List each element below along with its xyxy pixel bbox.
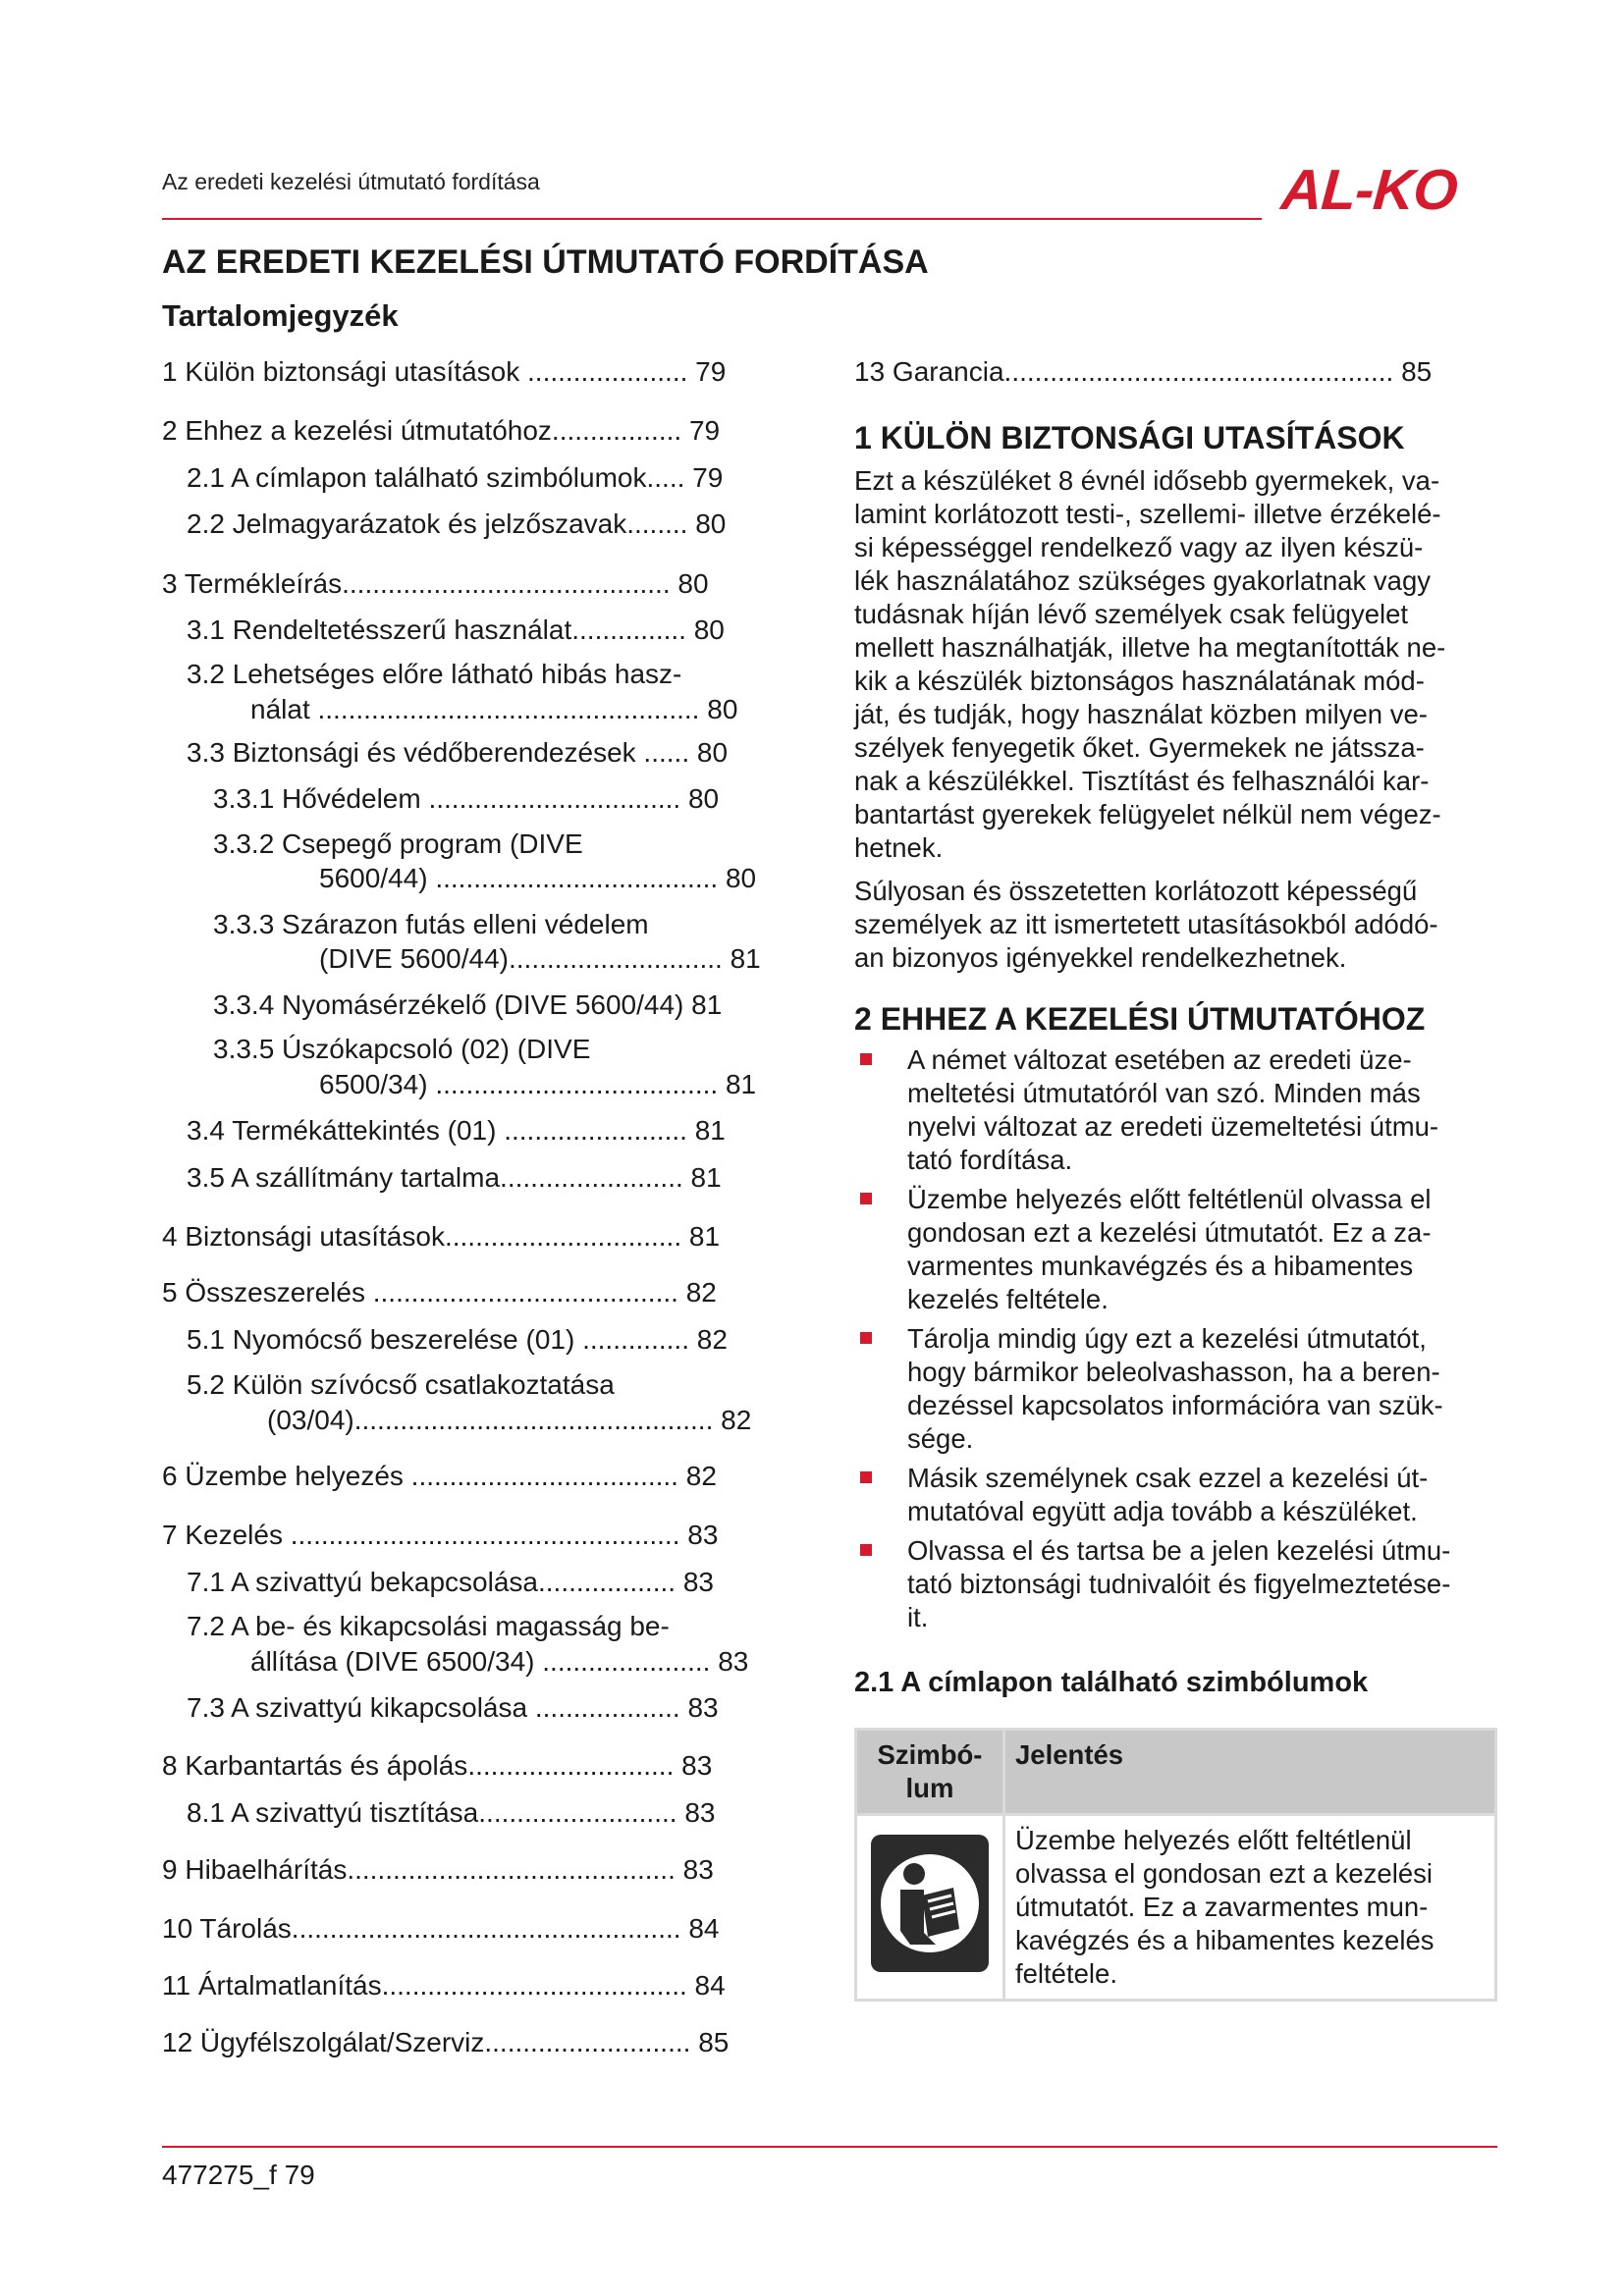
alko-logo: AL-KO [1278,158,1459,222]
toc-entry[interactable]: 4 Biztonsági utasítások............................... 81 [162,1221,721,1252]
text-line: lamint korlátozott testi-, szellemi- illetve érzékelé- [854,499,1441,529]
toc-entry[interactable]: 3.3.5 Úszókapcsoló (02) (DIVE [213,1034,591,1064]
toc-entry[interactable]: 5 Összeszerelés ........................................ 82 [162,1277,717,1308]
toc-heading: Tartalomjegyzék [162,298,399,333]
toc-entry[interactable]: 3.3.1 Hővédelem ................................. 80 [213,783,720,814]
text-line: személyek az itt ismertetett utasításokból adódó- [854,909,1438,939]
list-item: A német változat esetében az eredeti üze- meltetési útmutatóról van szó. Minden más nyelvi változat az eredeti üzemeltetési útmu- tató fordítása. [854,1043,1490,1177]
toc-entry[interactable]: 3.3.3 Szárazon futás elleni védelem [213,909,649,939]
read-manual-icon [871,1835,989,1972]
list-item: Olvassa el és tartsa be a jelen kezelési útmu- tató biztonsági tudnivalóit és figyelmeztetése- it. [854,1534,1490,1634]
toc-entry[interactable]: 3.3 Biztonsági és védőberendezések ...... 80 [187,737,729,768]
table-header-row [856,1730,1496,1815]
footer-rule [162,2146,1497,2148]
text-line: bantartást gyerekek felügyelet nélkül nem végez- [854,799,1441,829]
toc-entry[interactable]: (DIVE 5600/44)............................ 81 [319,943,761,974]
toc-entry[interactable]: 2.1 A címlapon található szimbólumok..... 79 [187,462,724,493]
section-2-1-heading: 2.1 A címlapon található szimbólumok [854,1667,1369,1698]
text-line: szélyek fenyegetik őket. Gyermekek ne játssza- [854,732,1425,763]
toc-entry[interactable]: 8.1 A szivattyú tisztítása.......................... 83 [187,1797,716,1828]
column-header-meaning: Jelentés [1004,1730,1496,1815]
toc-entry[interactable]: 6 Üzembe helyezés ................................... 82 [162,1461,717,1491]
toc-entry[interactable]: 3.5 A szállítmány tartalma........................ 81 [187,1162,722,1193]
toc-entry[interactable]: 3.3.4 Nyomásérzékelő (DIVE 5600/44) 81 [213,989,723,1020]
toc-entry[interactable]: nálat .................................................. 80 [250,694,738,724]
meaning-cell: Üzembe helyezés előtt feltétlenül olvassa el gondosan ezt a kezelési útmutatót. Ez a zavarmentes mun- kavégzés és a hibamentes kezelés feltétele. [1004,1815,1496,2001]
toc-entry[interactable]: 3.1 Rendeltetésszerű használat............... 80 [187,614,725,645]
symbol-cell [856,1815,1004,2001]
section-1-paragraph-2 [854,875,1490,975]
bullet-square-icon [860,1544,872,1556]
bullet-square-icon [860,1332,872,1344]
toc-entry[interactable]: 10 Tárolás................................................... 84 [162,1913,720,1944]
list-item: Másik személynek csak ezzel a kezelési út- mutatóval együtt adja tovább a készüléket. [854,1462,1490,1528]
toc-entry[interactable]: 2 Ehhez a kezelési útmutatóhoz................. 79 [162,415,721,446]
text-line: an bizonyos igényekkel rendelkezhetnek. [854,942,1347,973]
section-1-heading: 1 KÜLÖN BIZTONSÁGI UTASÍTÁSOK [854,420,1405,455]
toc-entry[interactable]: 7.1 A szivattyú bekapcsolása.................. 83 [187,1567,714,1597]
section-2-heading: 2 EHHEZ A KEZELÉSI ÚTMUTATÓHOZ [854,1001,1426,1037]
running-header: Az eredeti kezelési útmutató fordítása [162,169,540,194]
toc-entry[interactable]: 3.4 Termékáttekintés (01) ........................ 81 [187,1115,726,1146]
text-line: si képességgel rendelkező vagy az ilyen készü- [854,532,1424,562]
text-line: Ezt a készüléket 8 évnél idősebb gyermekek, va- [854,465,1440,496]
text-line: hetnek. [854,832,944,863]
toc-entry[interactable]: állítása (DIVE 6500/34) ...................... 83 [250,1646,749,1677]
toc-entry[interactable]: 12 Ügyfélszolgálat/Szerviz........................... 85 [162,2027,730,2057]
toc-entry[interactable]: 13 Garancia................................................... 85 [854,356,1433,387]
bullet-square-icon [860,1053,872,1065]
toc-entry[interactable]: 9 Hibaelhárítás........................................... 83 [162,1854,714,1885]
header-rule [162,218,1262,220]
column-header-symbol: Szimbó-lum [856,1730,1004,1815]
toc-entry[interactable]: 8 Karbantartás és ápolás........................... 83 [162,1750,713,1781]
toc-entry[interactable]: 3 Termékleírás........................................... 80 [162,568,709,599]
toc-entry[interactable]: 7.2 A be- és kikapcsolási magasság be- [187,1611,670,1641]
section-1 [854,420,1490,975]
text-line: ját, és tudják, hogy használat közben milyen ve- [854,699,1428,729]
text-line: kik a készülék biztonságos használatának mód- [854,666,1425,696]
toc-entry[interactable]: 7.3 A szivattyú kikapcsolása ................... 83 [187,1692,719,1723]
bullet-square-icon [860,1193,872,1204]
section-1-paragraph-1 [854,464,1490,865]
section-2-1 [854,1667,1490,1699]
table-row [856,1815,1496,2001]
bullet-square-icon [860,1471,872,1483]
symbol-table [854,1728,1497,2002]
text-line: tudásnak híján lévő személyek csak felügyelet [854,599,1409,629]
toc-entry[interactable]: 6500/34) ..................................... 81 [319,1069,757,1099]
page-footer: 477275_f 79 [162,2160,315,2190]
toc-entry[interactable]: (03/04)............................................... 82 [267,1405,752,1435]
toc-entry[interactable]: 5600/44) ..................................... 80 [319,863,757,893]
text-line: Súlyosan és összetetten korlátozott képességű [854,876,1418,906]
page-title: AZ EREDETI KEZELÉSI ÚTMUTATÓ FORDÍTÁSA [162,243,929,281]
text-line: lék használatához szükséges gyakorlatnak vagy [854,565,1432,596]
section-2 [854,1001,1490,1640]
text-line: nak a készülékkel. Tisztítást és felhasználói kar- [854,766,1430,796]
toc-entry[interactable]: 7 Kezelés ................................................... 83 [162,1520,719,1550]
toc-entry[interactable]: 3.3.2 Csepegő program (DIVE [213,828,583,859]
list-item: Tárolja mindig úgy ezt a kezelési útmutatót, hogy bármikor beleolvashasson, ha a beren- dezéssel kapcsolatos információra van szük- sége. [854,1322,1490,1456]
toc-entry[interactable]: 1 Külön biztonsági utasítások ..................... 79 [162,356,727,387]
text-line: mellett használhatják, illetve ha megtanították ne- [854,632,1446,663]
toc-entry[interactable]: 5.1 Nyomócső beszerelése (01) .............. 82 [187,1324,728,1355]
toc-entry[interactable]: 2.2 Jelmagyarázatok és jelzőszavak........ 80 [187,508,727,539]
bullet-list [854,1043,1490,1634]
toc-entry[interactable]: 3.2 Lehetséges előre látható hibás hasz- [187,659,682,689]
toc-entry[interactable]: 11 Ártalmatlanítás........................................ 84 [162,1970,726,2001]
list-item: Üzembe helyezés előtt feltétlenül olvassa el gondosan ezt a kezelési útmutatót. Ez a za- varmentes munkavégzés és a hibamentes kezelés feltétele. [854,1183,1490,1316]
toc-entry[interactable]: 5.2 Külön szívócső csatlakoztatása [187,1369,615,1400]
